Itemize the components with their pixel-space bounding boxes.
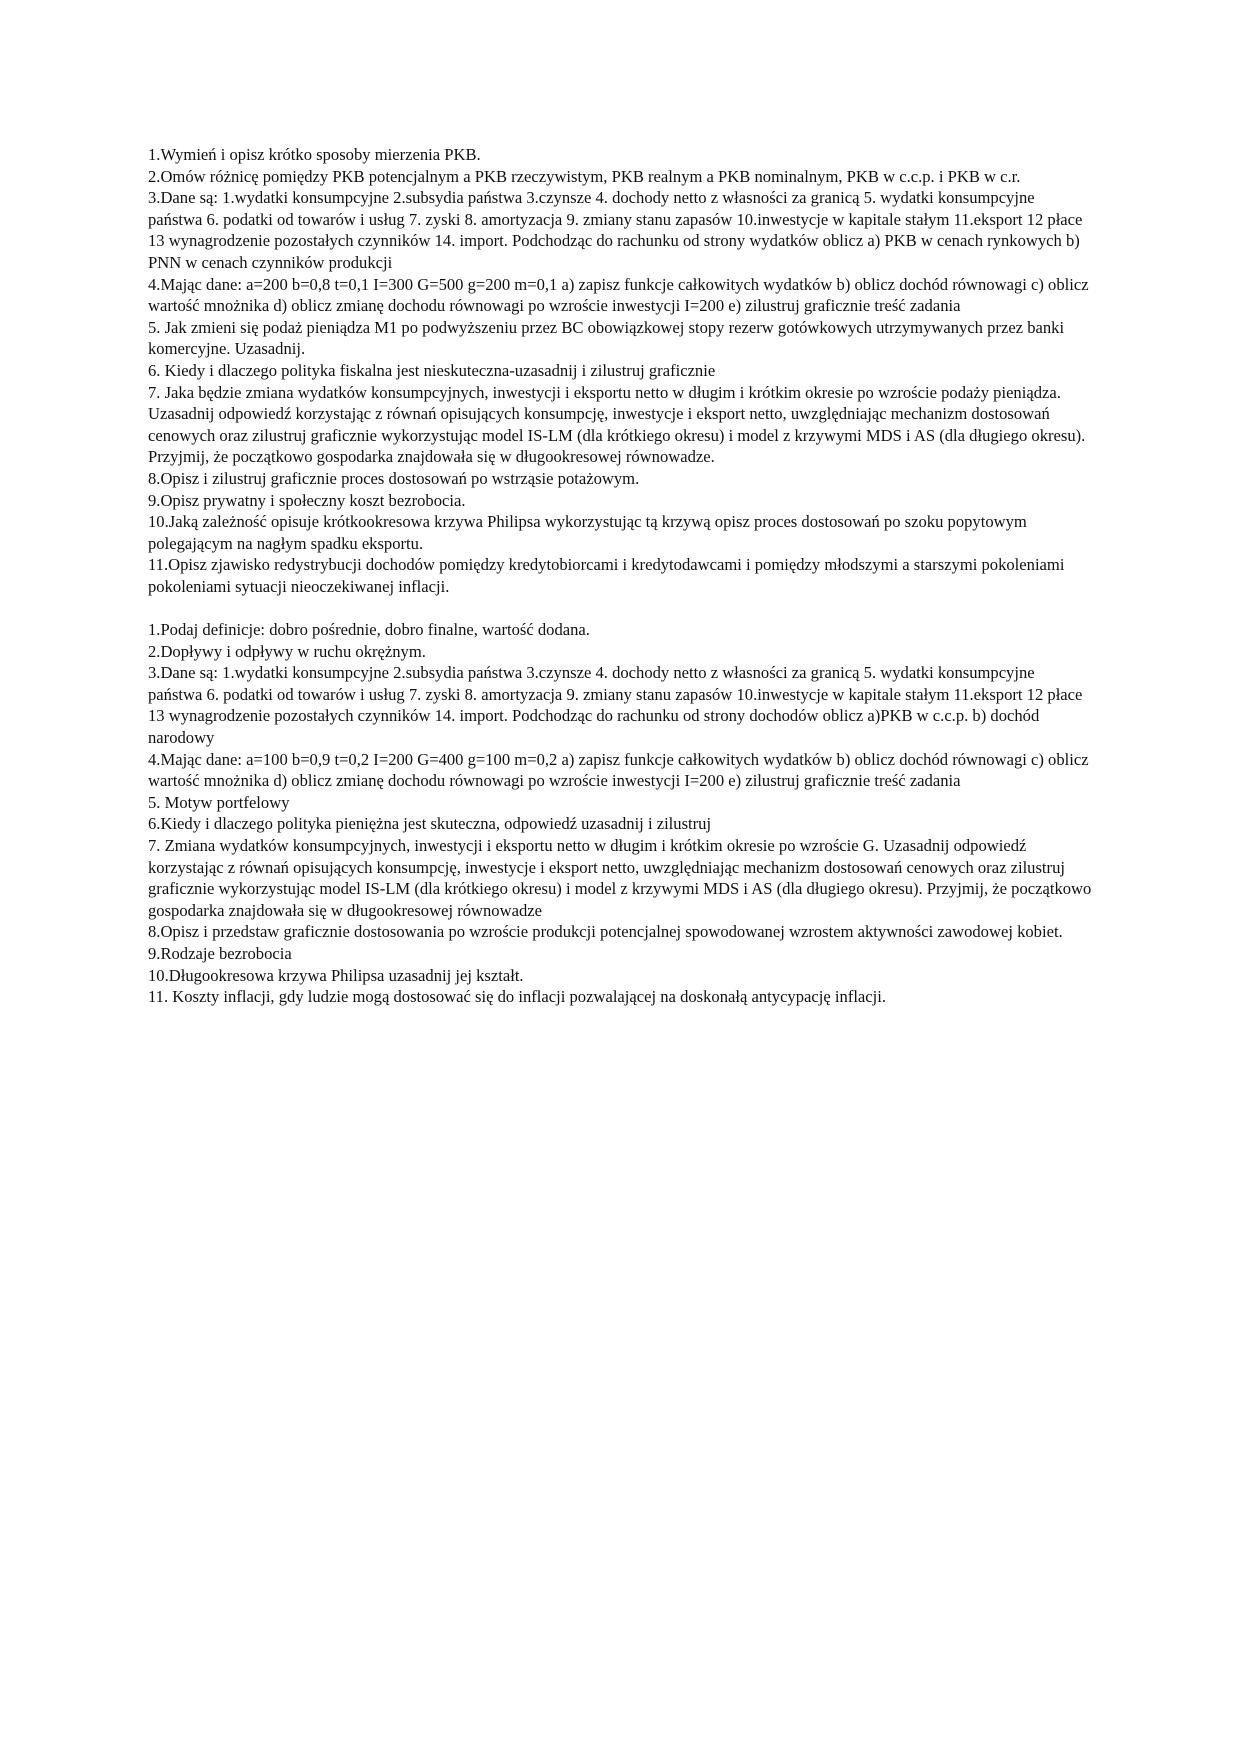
question-1-4: 4.Mając dane: a=200 b=0,8 t=0,1 I=300 G=500 g=200 m=0,1 a) zapisz funkcje całkowitych wydatków b) oblicz dochód równowagi c) oblicz wartość mnożnika d) oblicz zmianę dochodu równowagi po wzroście inwestycji I=200 e) zilustruj graficznie treść zadania [148, 274, 1089, 316]
question-2-10: 10.Długookresowa krzywa Philipsa uzasadnij jej kształt. [148, 965, 524, 985]
question-2-3: 3.Dane są: 1.wydatki konsumpcyjne 2.subsydia państwa 3.czynsze 4. dochody netto z własności za granicą 5. wydatki konsumpcyjne państwa 6. podatki od towarów i usług 7. zyski 8. amortyzacja 9. zmiany stanu zapasów 10.inwestycje w kapitale stałym 11.eksport 12 płace 13 wynagrodzenie pozostałych czynników 14. import. Podchodząc do rachunku od strony dochodów oblicz a)PKB w c.c.p. b) dochód narodowy [148, 663, 1083, 748]
question-1-9: 9.Opisz prywatny i społeczny koszt bezrobocia. [148, 490, 466, 510]
question-1-8: 8.Opisz i zilustruj graficznie proces dostosowań po wstrząsie potażowym. [148, 468, 640, 488]
section-gap [148, 597, 1093, 619]
document-body [148, 144, 1093, 1008]
question-2-9: 9.Rodzaje bezrobocia [148, 943, 292, 963]
question-1-1: 1.Wymień i opisz krótko sposoby mierzenia PKB. [148, 145, 481, 164]
question-2-4: 4.Mając dane: a=100 b=0,9 t=0,2 I=200 G=400 g=100 m=0,2 a) zapisz funkcje całkowitych wydatków b) oblicz dochód równowagi c) oblicz wartość mnożnika d) oblicz zmianę dochodu równowagi po wzroście inwestycji I=200 e) zilustruj graficznie treść zadania [148, 749, 1089, 791]
question-2-8: 8.Opisz i przedstaw graficznie dostosowania po wzroście produkcji potencjalnej spowodowanej wzrostem aktywności zawodowej kobiet. [148, 922, 1063, 942]
question-1-3: 3.Dane są: 1.wydatki konsumpcyjne 2.subsydia państwa 3.czynsze 4. dochody netto z własności za granicą 5. wydatki konsumpcyjne państwa 6. podatki od towarów i usług 7. zyski 8. amortyzacja 9. zmiany stanu zapasów 10.inwestycje w kapitale stałym 11.eksport 12 płace 13 wynagrodzenie pozostałych czynników 14. import. Podchodząc do rachunku od strony wydatków oblicz a) PKB w cenach rynkowych b) PNN w cenach czynników produkcji [148, 188, 1083, 272]
question-2-2: 2.Dopływy i odpływy w ruchu okrężnym. [148, 641, 426, 661]
question-1-11: 11.Opisz zjawisko redystrybucji dochodów pomiędzy kredytobiorcami i kredytodawcami i pomiędzy młodszymi a starszymi pokoleniami pokoleniami sytuacji nieoczekiwanej inflacji. [148, 555, 1065, 596]
question-2-6: 6.Kiedy i dlaczego polityka pieniężna jest skuteczna, odpowiedź uzasadnij i zilustruj [148, 814, 712, 834]
question-2-7: 7. Zmiana wydatków konsumpcyjnych, inwestycji i eksportu netto w długim i krótkim okresie po wzroście G. Uzasadnij odpowiedź korzystając z równań opisujących konsumpcję, inwestycje i eksport netto, uwzględniając mechanizm dostosowań cenowych oraz zilustruj graficznie wykorzystując model IS-LM (dla krótkiego okresu) i model z krzywymi MDS i AS (dla długiego okresu). Przyjmij, że początkowo gospodarka znajdowała się w długookresowej równowadze [148, 836, 1092, 920]
question-1-6: 6. Kiedy i dlaczego polityka fiskalna jest nieskuteczna-uzasadnij i zilustruj graficznie [148, 360, 716, 380]
question-1-2: 2.Omów różnicę pomiędzy PKB potencjalnym a PKB rzeczywistym, PKB realnym a PKB nominalnym, PKB w c.c.p. i PKB w c.r. [148, 166, 1021, 186]
question-1-5: 5. Jak zmieni się podaż pieniądza M1 po podwyższeniu przez BC obowiązkowej stopy rezerw gotówkowych utrzymywanych przez banki komercyjne. Uzasadnij. [148, 317, 1065, 359]
question-1-10: 10.Jaką zależność opisuje krótkookresowa krzywa Philipsa wykorzystując tą krzywą opisz proces dostosowań po szoku popytowym polegającym na nagłym spadku eksportu. [148, 512, 1027, 553]
question-2-1: 1.Podaj definicje: dobro pośrednie, dobro finalne, wartość dodana. [148, 620, 590, 640]
question-1-7: 7. Jaka będzie zmiana wydatków konsumpcyjnych, inwestycji i eksportu netto w długim i krótkim okresie po wzroście podaży pieniądza. Uzasadnij odpowiedź korzystając z równań opisujących konsumpcję, inwestycje i eksport netto, uwzględniając mechanizm dostosowań cenowych oraz zilustruj graficznie wykorzystując model IS-LM (dla krótkiego okresu) i model z krzywymi MDS i AS (dla długiego okresu). Przyjmij, że początkowo gospodarka znajdowała się w długookresowej równowadze. [148, 382, 1086, 467]
question-2-5: 5. Motyw portfelowy [148, 792, 290, 812]
question-2-11: 11. Koszty inflacji, gdy ludzie mogą dostosować się do inflacji pozwalającej na doskonałą antycypację inflacji. [148, 987, 887, 1007]
